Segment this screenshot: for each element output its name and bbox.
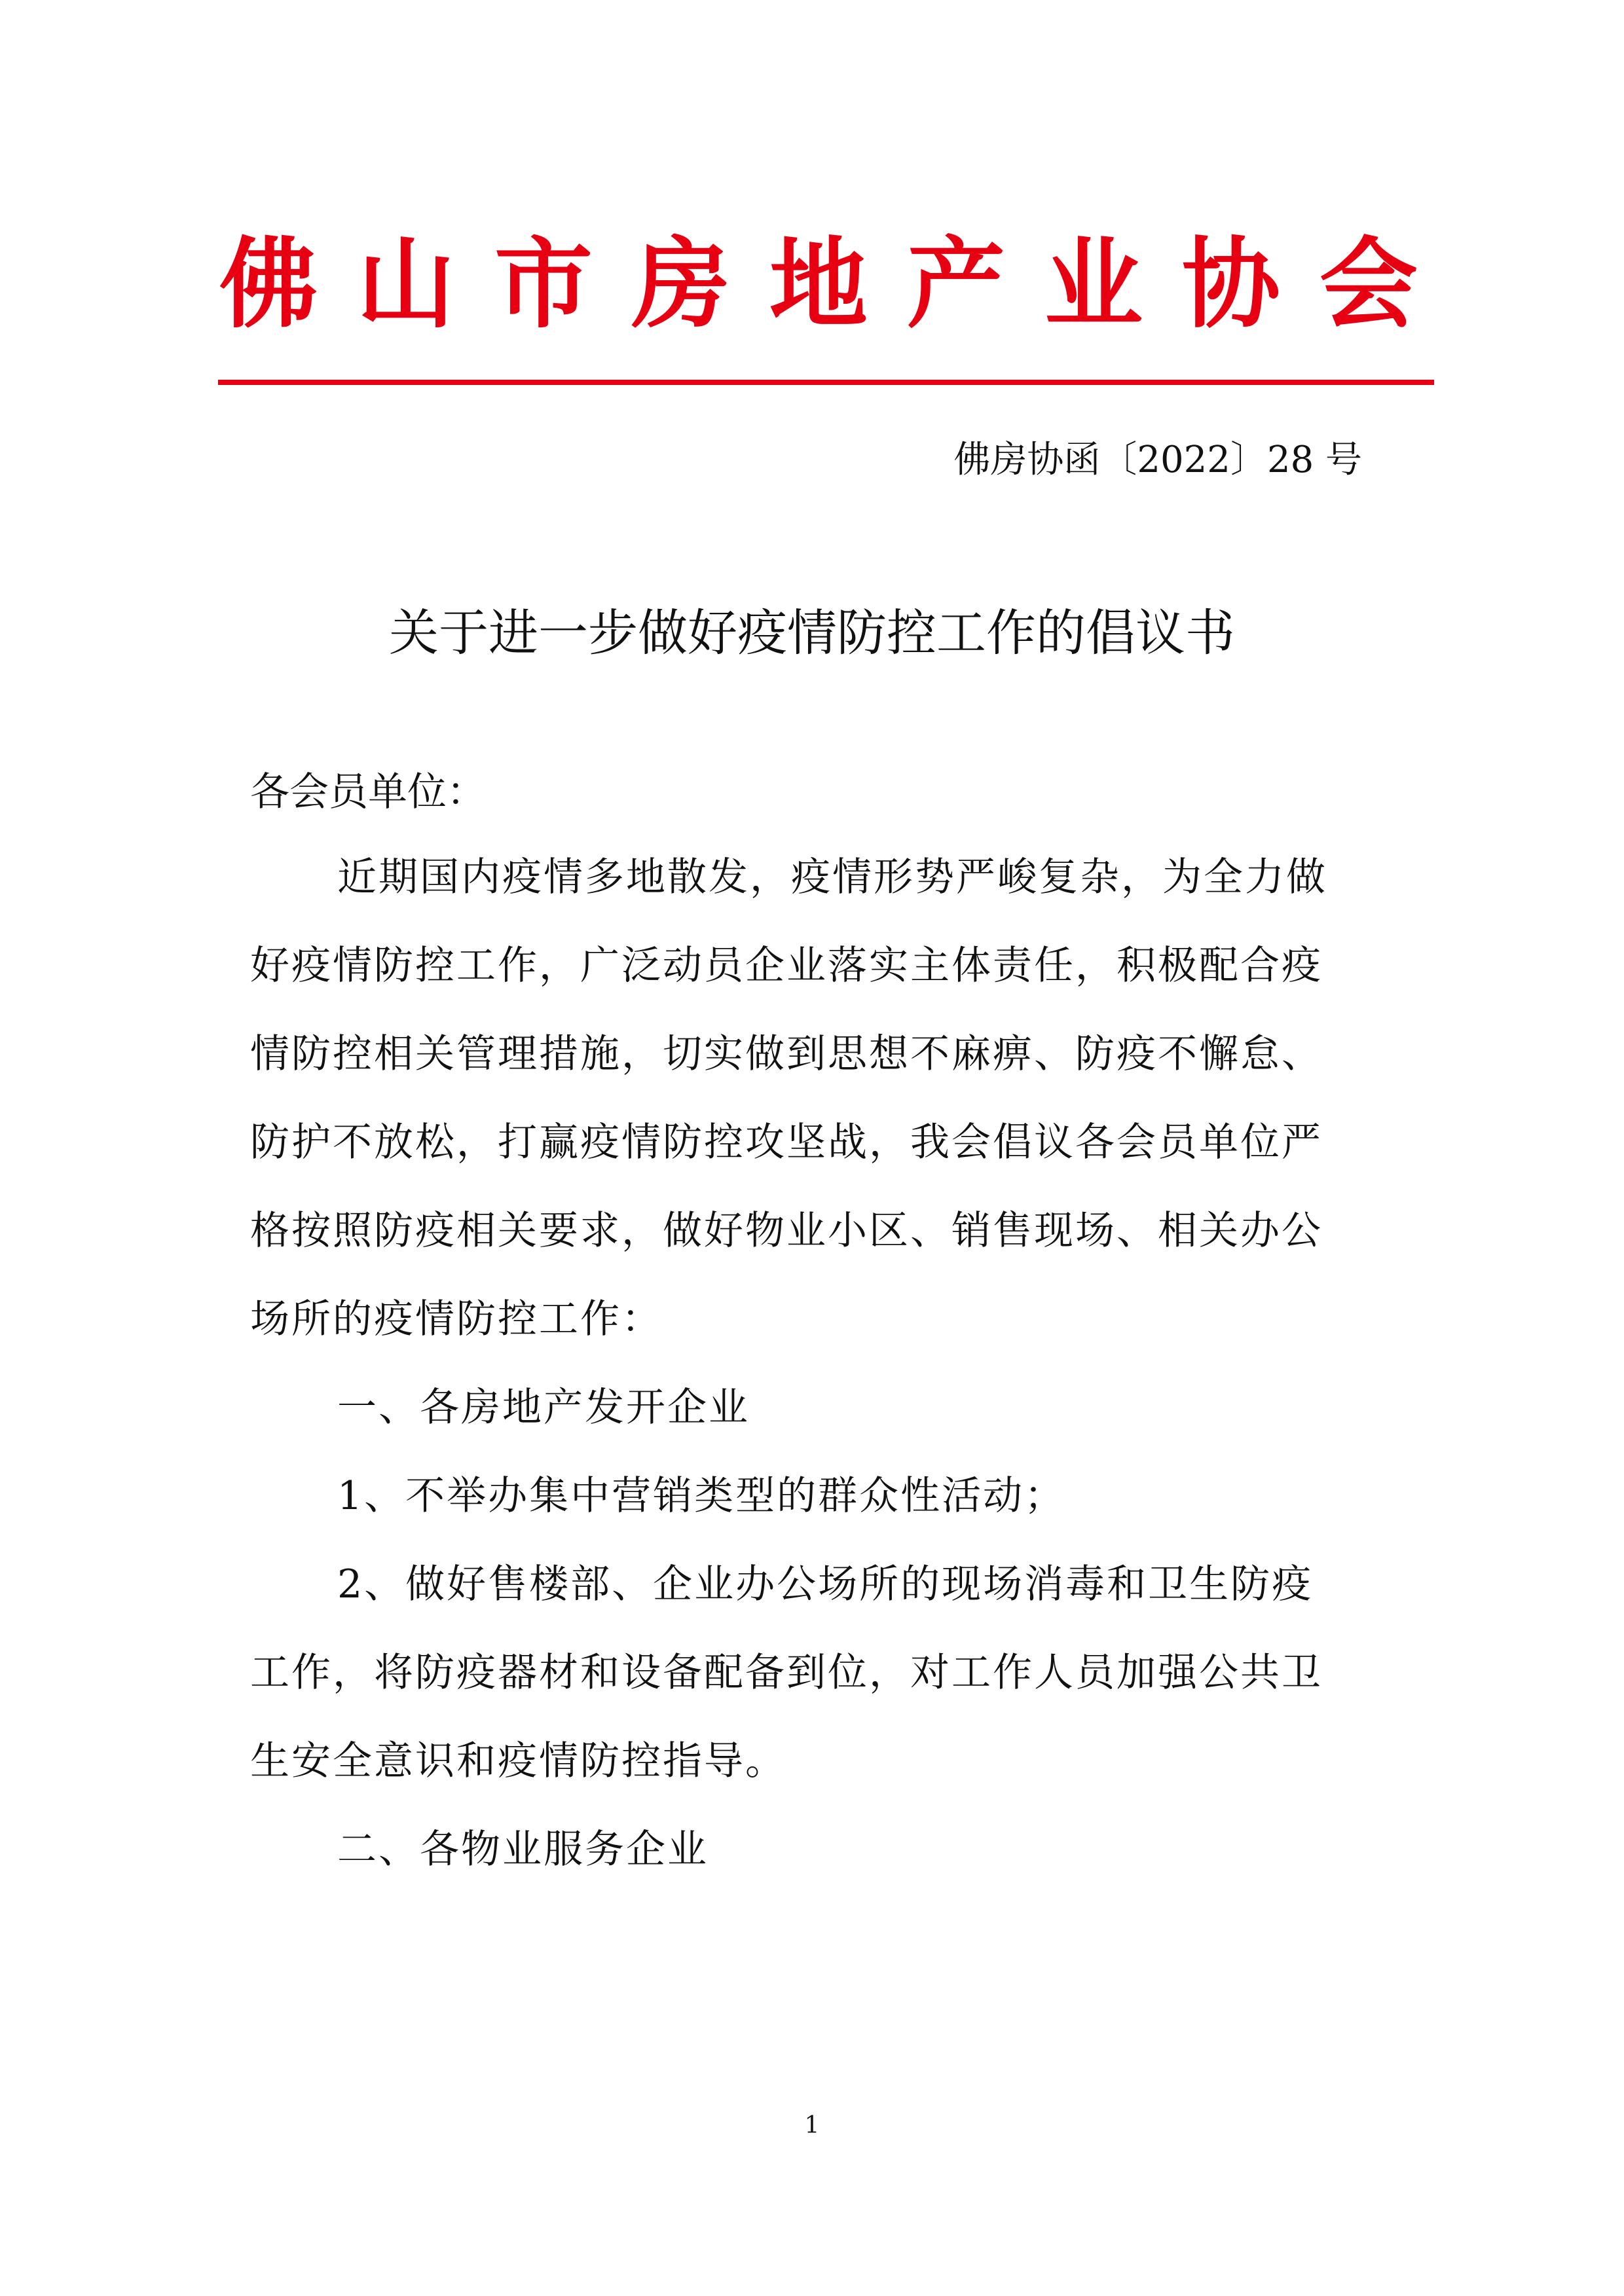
page-number: 1 [804, 2112, 820, 2139]
list-item: 2、做好售楼部、企业办公场所的现场消毒和卫生防疫 [337, 1561, 1314, 1607]
letterhead-divider [218, 380, 1434, 385]
letterhead-char: 佛 [219, 228, 318, 342]
body-line: 格按照防疫相关要求，做好物业小区、销售现场、相关办公 [250, 1208, 1323, 1254]
letterhead-char: 地 [769, 228, 868, 342]
document-title: 关于进一步做好疫情防控工作的倡议书 [389, 604, 1235, 662]
letterhead-char: 山 [356, 228, 455, 342]
section-heading: 一、各房地产发开企业 [337, 1385, 750, 1430]
letterhead-char: 协 [1181, 228, 1280, 342]
letterhead-title [219, 226, 1418, 344]
body-line: 工作，将防疫器材和设备配备到位，对工作人员加强公共卫 [250, 1650, 1323, 1696]
letterhead-char: 会 [1319, 228, 1418, 342]
body-line: 情防控相关管理措施，切实做到思想不麻痹、防疫不懈怠、 [250, 1031, 1323, 1077]
letterhead-char: 业 [1044, 228, 1143, 342]
body-line: 防护不放松，打赢疫情防控攻坚战，我会倡议各会员单位严 [250, 1120, 1323, 1165]
section-heading: 二、各物业服务企业 [337, 1827, 709, 1872]
letterhead-char: 市 [494, 228, 593, 342]
document-number: 佛房协函〔2022〕28 号 [953, 439, 1362, 481]
letterhead-char: 房 [631, 228, 730, 342]
body-line: 生安全意识和疫情防控指导。 [250, 1738, 786, 1784]
salutation: 各会员单位： [250, 769, 486, 815]
body-line: 近期国内疫情多地散发，疫情形势严峻复杂，为全力做 [337, 854, 1327, 900]
body-line: 好疫情防控工作，广泛动员企业落实主体责任，积极配合疫 [250, 943, 1323, 989]
list-item: 1、不举办集中营销类型的群众性活动； [337, 1473, 1066, 1519]
body-line: 场所的疫情防控工作： [250, 1296, 663, 1342]
letterhead-char: 产 [906, 228, 1005, 342]
